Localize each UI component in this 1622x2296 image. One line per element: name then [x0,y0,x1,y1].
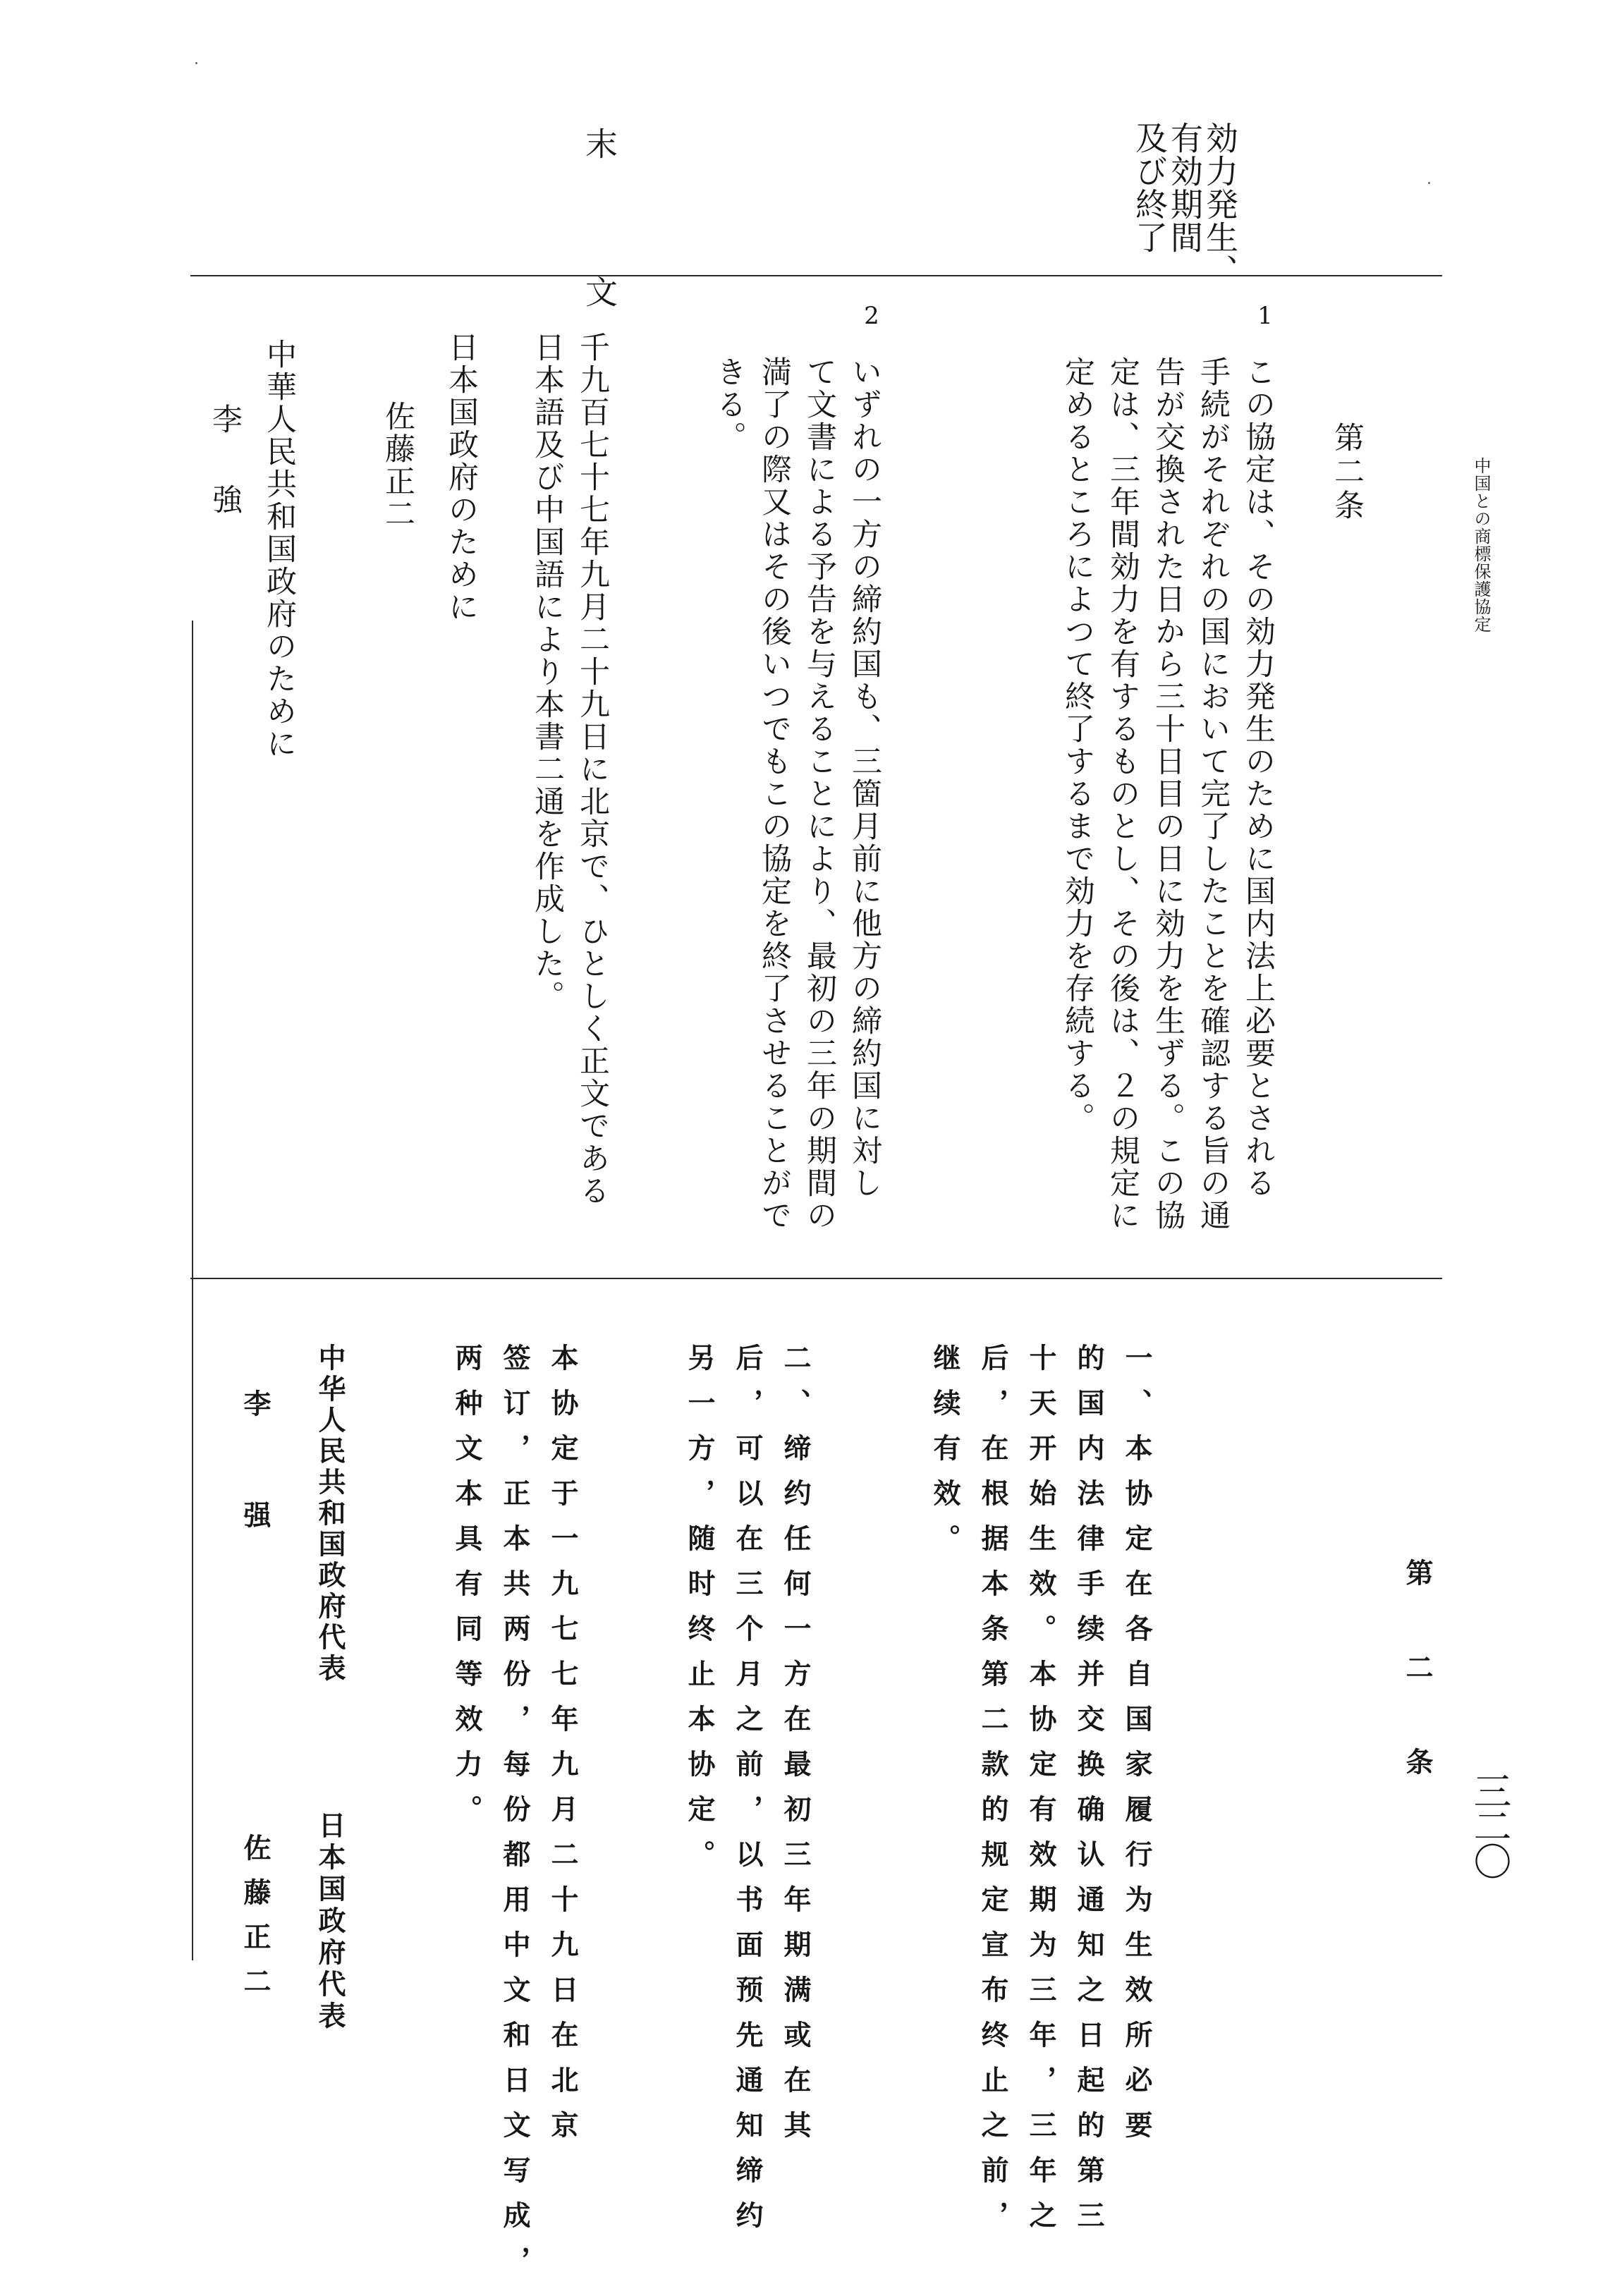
signatory-japan-title: 日本国政府のために [444,331,479,623]
signatory-japan-title: 日本国政府代表 [314,1811,346,2033]
margin-heading-effect: 効力発生、 有効期間 及び終了 [1130,121,1239,287]
closing-text: 本协定于一九七七年九月二十九日在北京 签订，正本共两份，每份都用中文和日文写成， 两种文本具有同等效力。 [451,1343,579,2291]
paragraph-2: 二、缔约任何一方在最初三年期满或在其 后，可以在三个月之前，以书面预先通知缔约 另一方，随时终止本协定。 [683,1343,812,2246]
running-header: 中国との商標保護協定 [1471,457,1491,633]
scan-speck [1428,182,1430,184]
paragraph-1: この協定は、その効力発生のために国内法上必要とされる 手続がそれぞれの国において完了したことを確認する旨の通 告が交換された日から三十日目の日に効力を生ずる。この協 定は、三年間効力を有するものとし、その後は、２の規定に 定めるところによつて終了するまで効力を存続する。 [1060,356,1276,1232]
page-number: 三二〇 [1468,1771,1512,1877]
article-title: 第二条 [1401,1558,1434,1842]
signatory-japan-name: 佐藤正二 [380,401,415,530]
closing-heading: 末 文 [580,127,618,324]
signatory-china-title: 中华人民共和国政府代表 [314,1343,346,1685]
signatory-japan-name: 佐藤正二 [239,1833,272,2011]
paragraph-1: 一、本协定在各自国家履行为生效所必要 的国内法律手续并交换确认通知之日起的第三 十天开始生效。本协定有效期为三年，三年之 后，在根据本条第二款的规定宣布终止之前， 继续有效。 [929,1343,1153,2246]
article-title: 第二条 [1329,422,1365,523]
paragraph-number: 2 [858,302,886,332]
signatory-china-title: 中華人民共和国政府のために [262,338,297,760]
left-margin-rule [192,621,193,1960]
language-divider [190,1278,1442,1279]
signatory-china-name: 李 强 [239,1389,272,1556]
signatory-china-name: 李 強 [207,403,243,524]
heading-divider [190,275,1442,276]
paragraph-number: 1 [1251,302,1279,332]
scan-speck [195,62,197,64]
paragraph-2: いずれの一方の締約国も、三箇月前に他方の締約国に対し て文書による予告を与えることにより、最初の三年の期間の 満了の際又はその後いつでもこの協定を終了させることがで きる。 [712,356,882,1232]
closing-text: 千九百七十七年九月二十九日に北京で、ひとしく正文である 日本語及び中国語により本書二通を作成した。 [530,331,610,1207]
